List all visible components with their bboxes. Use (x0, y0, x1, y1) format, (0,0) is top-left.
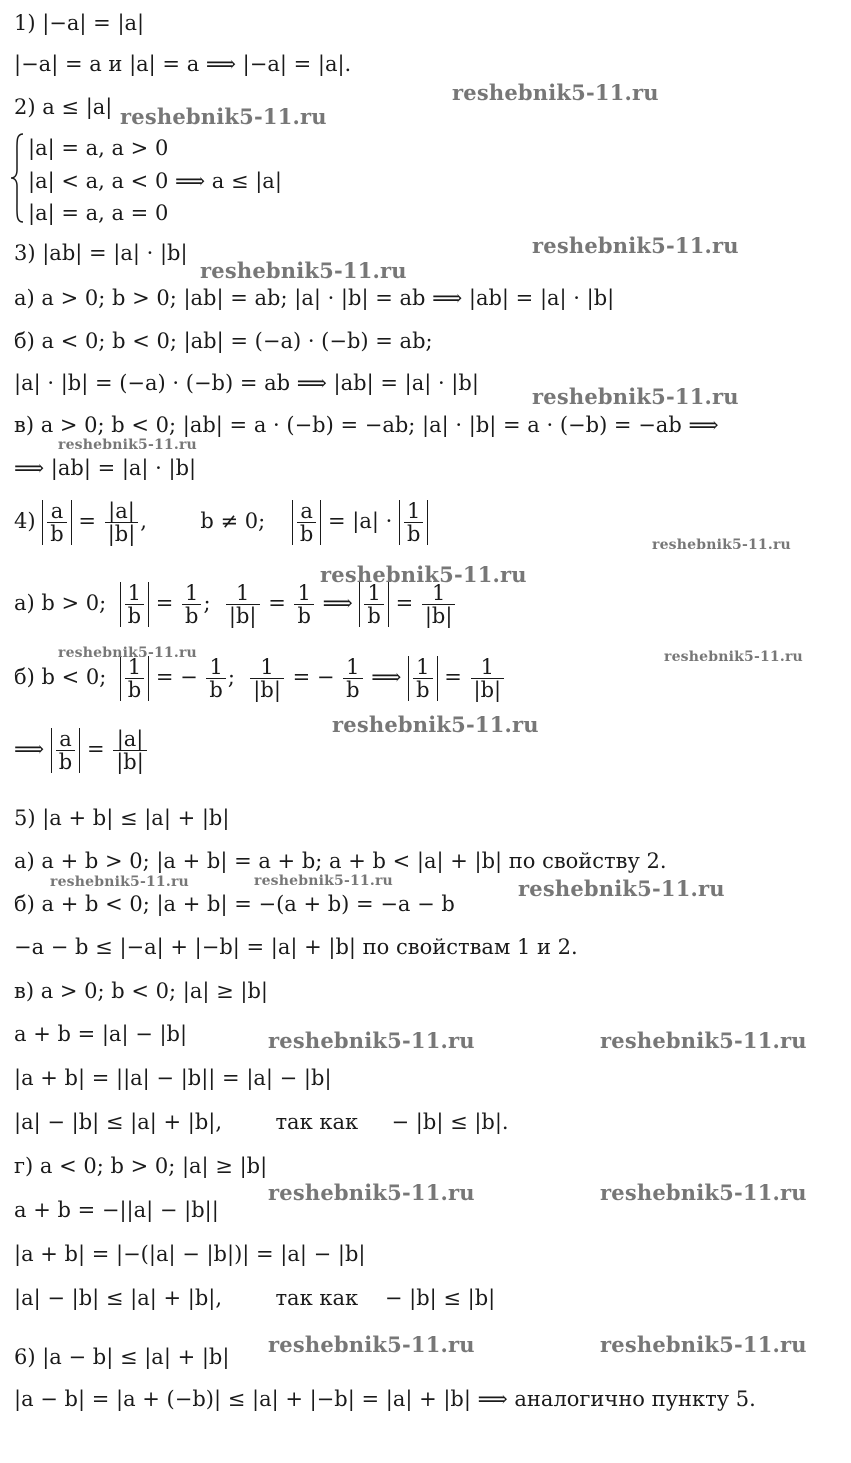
line-22: a + b = |a| − |b| (14, 1022, 188, 1046)
watermark: reshebnik5-11.ru (532, 233, 739, 258)
watermark: reshebnik5-11.ru (652, 537, 791, 553)
line-13: 4) $\frac{a}{b}$ = $\frac{|a|}{|b|}$ , b ≠ 0; $\frac{a}{b}$ = |a| · $\frac{1}{b}$ (14, 500, 428, 545)
line-4: |a| = a, a > 0 (28, 136, 169, 160)
line-18: а) a + b > 0; |a + b| = a + b; a + b < |a| + |b| по свойству 2. (14, 849, 667, 873)
line-11: в) a > 0; b < 0; |ab| = a · (−b) = −ab; |a| · |b| = a · (−b) = −ab ⟹ (14, 413, 719, 437)
watermark: reshebnik5-11.ru (268, 1028, 475, 1053)
watermark: reshebnik5-11.ru (600, 1332, 807, 1357)
watermark: reshebnik5-11.ru (58, 645, 197, 661)
line-28: |a| − |b| ≤ |a| + |b|, так как − |b| ≤ |b| (14, 1286, 496, 1310)
line-6: |a| = a, a = 0 (28, 201, 169, 225)
line-12: ⟹ |ab| = |a| · |b| (14, 456, 197, 480)
line-9: б) a < 0; b < 0; |ab| = (−a) · (−b) = ab; (14, 329, 433, 353)
line-10: |a| · |b| = (−a) · (−b) = ab ⟹ |ab| = |a| · |b| (14, 371, 479, 395)
watermark: reshebnik5-11.ru (120, 104, 327, 129)
watermark: reshebnik5-11.ru (332, 712, 539, 737)
watermark: reshebnik5-11.ru (268, 1180, 475, 1205)
line-17: 5) |a + b| ≤ |a| + |b| (14, 806, 230, 830)
watermark: reshebnik5-11.ru (320, 562, 527, 587)
watermark: reshebnik5-11.ru (600, 1028, 807, 1053)
line-26: a + b = −||a| − |b|| (14, 1198, 219, 1222)
watermark: reshebnik5-11.ru (268, 1332, 475, 1357)
watermark: reshebnik5-11.ru (600, 1180, 807, 1205)
line-30: |a − b| = |a + (−b)| ≤ |a| + |−b| = |a| + |b| ⟹ аналогично пункту 5. (14, 1387, 756, 1411)
line-3: 2) a ≤ |a| (14, 95, 113, 119)
watermark: reshebnik5-11.ru (50, 874, 189, 890)
line-8: а) a > 0; b > 0; |ab| = ab; |a| · |b| = ab ⟹ |ab| = |a| · |b| (14, 286, 615, 310)
watermark: reshebnik5-11.ru (532, 384, 739, 409)
system-brace-icon (10, 132, 24, 224)
line-2: |−a| = a и |a| = a ⟹ |−a| = |a|. (14, 52, 352, 76)
line-1: 1) |−a| = |a| (14, 11, 145, 35)
watermark: reshebnik5-11.ru (200, 258, 407, 283)
line-29: 6) |a − b| ≤ |a| + |b| (14, 1345, 230, 1369)
line-27: |a + b| = |−(|a| − |b|)| = |a| − |b| (14, 1242, 366, 1266)
watermark: reshebnik5-11.ru (58, 437, 197, 453)
line-25: г) a < 0; b > 0; |a| ≥ |b| (14, 1154, 268, 1178)
line-7: 3) |ab| = |a| · |b| (14, 241, 188, 265)
line-14: а) b > 0; $\frac{1}{b}$ = $\frac{1}{b}$ ; $\frac{1}{|b|}$ = $\frac{1}{b}$ ⟹ $\frac{1}{b}$ = $\frac{1}{|b|}$ (14, 582, 457, 627)
line-23: |a + b| = ||a| − |b|| = |a| − |b| (14, 1066, 332, 1090)
line-5: |a| < a, a < 0 ⟹ a ≤ |a| (28, 169, 282, 193)
watermark: reshebnik5-11.ru (452, 80, 659, 105)
watermark: reshebnik5-11.ru (254, 873, 393, 889)
line-19: б) a + b < 0; |a + b| = −(a + b) = −a − b (14, 892, 455, 916)
watermark: reshebnik5-11.ru (518, 876, 725, 901)
line-15: б) b < 0; $\frac{1}{b}$ = − $\frac{1}{b}$ ; $\frac{1}{|b|}$ = − $\frac{1}{b}$ ⟹ $\frac{1}{b}$ = $\frac{1}{|b|}$ (14, 656, 506, 701)
line-20: −a − b ≤ |−a| + |−b| = |a| + |b| по свойствам 1 и 2. (14, 935, 578, 959)
line-16: ⟹ $\frac{a}{b}$ = $\frac{|a|}{|b|}$ (14, 728, 149, 773)
watermark: reshebnik5-11.ru (664, 649, 803, 665)
line-21: в) a > 0; b < 0; |a| ≥ |b| (14, 979, 268, 1003)
line-24: |a| − |b| ≤ |a| + |b|, так как − |b| ≤ |b|. (14, 1110, 509, 1134)
